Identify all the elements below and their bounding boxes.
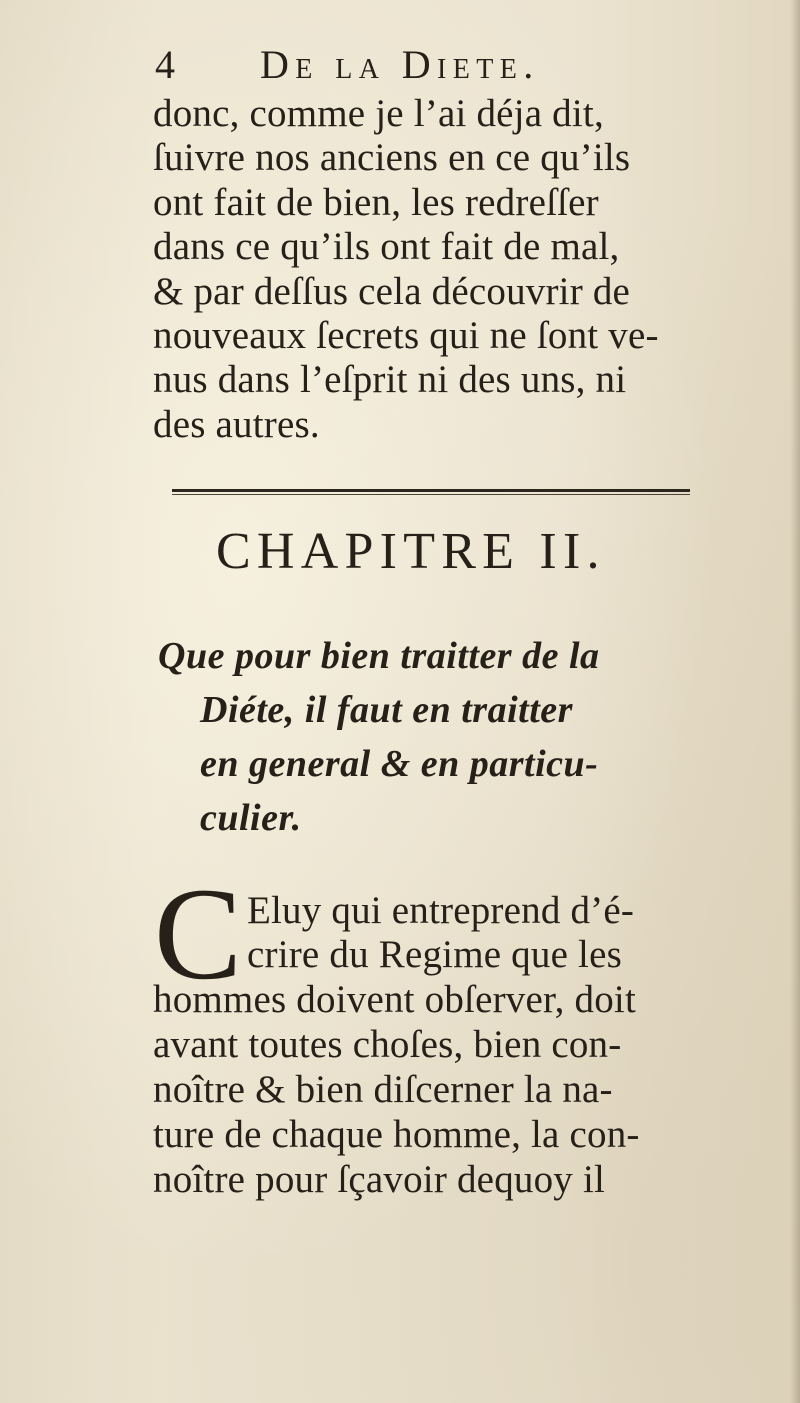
chapter-summary-line: culier. [200, 797, 302, 839]
chapter-summary-line: en general & en particu- [200, 743, 599, 785]
section-divider [172, 489, 690, 495]
text-line: ſuivre nos anciens en ce qu’ils [153, 136, 631, 179]
text-line: avant toutes choſes, bien con- [153, 1023, 622, 1066]
chapter-summary-line: Diéte, il faut en traitter [200, 689, 573, 731]
chapter-summary-line: Que pour bien traitter de la [158, 635, 600, 677]
running-head [155, 40, 675, 90]
text-line: & par deſſus cela découvrir de [153, 270, 631, 313]
chapter-title: CHAPITRE II. [216, 523, 606, 580]
text-line: des autres. [153, 403, 320, 446]
text-line: crire du Regime que les [247, 933, 622, 976]
text-line: nouveaux ſecrets qui ne ſont ve- [153, 314, 659, 357]
text-line: ture de chaque homme, la con- [153, 1113, 640, 1156]
text-line: dans ce qu’ils ont fait de mal, [153, 225, 620, 268]
text-line: noître pour ſçavoir dequoy il [153, 1158, 606, 1201]
page-number: 4 [155, 42, 175, 87]
text-line: hommes doivent obſerver, doit [153, 978, 636, 1021]
text-line: Eluy qui entreprend d’é- [247, 889, 635, 932]
text-line: ont fait de bien, les redreſſer [153, 181, 599, 224]
text-line: donc, comme je l’ai déja dit, [153, 92, 604, 135]
drop-cap-initial: C [153, 860, 243, 1007]
text-line: nus dans l’eſprit ni des uns, ni [153, 358, 627, 401]
running-title: De la Diete. [260, 42, 540, 87]
text-line: noître & bien diſcerner la na- [153, 1068, 613, 1111]
page-edge-shadow [790, 0, 800, 1403]
